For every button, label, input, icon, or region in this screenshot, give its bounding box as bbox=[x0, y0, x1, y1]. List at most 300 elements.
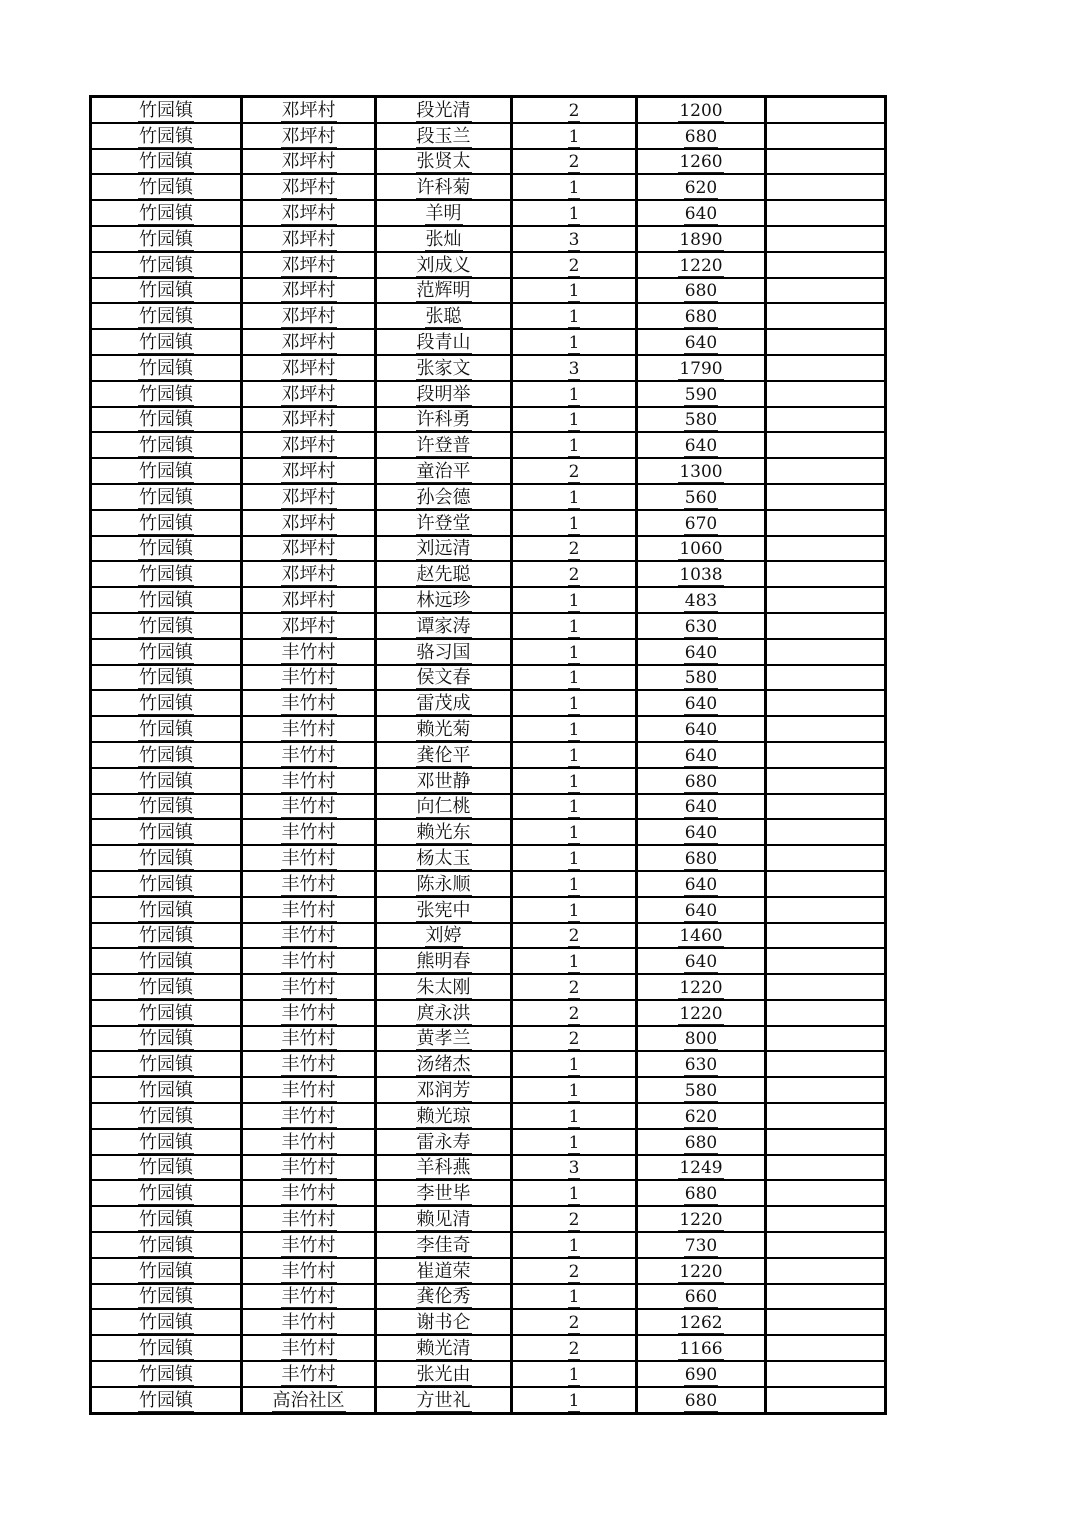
amount-cell bbox=[637, 1387, 766, 1413]
name-cell bbox=[376, 819, 512, 845]
people-count-cell-text: 1 bbox=[568, 126, 580, 147]
note-cell bbox=[766, 768, 886, 794]
name-cell bbox=[376, 1309, 512, 1335]
amount-cell bbox=[637, 226, 766, 252]
village-cell-text: 丰竹村 bbox=[281, 822, 336, 844]
name-cell bbox=[376, 1180, 512, 1206]
name-cell-text: 黄孝兰 bbox=[416, 1028, 471, 1050]
name-cell bbox=[376, 1103, 512, 1129]
name-cell bbox=[376, 742, 512, 768]
people-count-cell bbox=[512, 1232, 637, 1258]
village-cell bbox=[242, 1206, 376, 1232]
name-cell-text: 赖光东 bbox=[416, 822, 471, 844]
people-count-cell bbox=[512, 897, 637, 923]
people-count-cell bbox=[512, 484, 637, 510]
village-cell-text: 邓坪村 bbox=[281, 435, 336, 457]
people-count-cell bbox=[512, 536, 637, 562]
town-cell bbox=[91, 974, 242, 1000]
note-cell bbox=[766, 665, 886, 691]
town-cell bbox=[91, 1026, 242, 1052]
people-count-cell bbox=[512, 613, 637, 639]
village-cell-text: 丰竹村 bbox=[281, 770, 336, 792]
people-count-cell bbox=[512, 329, 637, 355]
people-count-cell-text: 1 bbox=[568, 1235, 580, 1256]
table-row bbox=[91, 639, 886, 665]
amount-cell-text: 483 bbox=[684, 590, 718, 611]
amount-cell-text: 640 bbox=[684, 642, 718, 663]
amount-cell bbox=[637, 871, 766, 897]
note-cell bbox=[766, 278, 886, 304]
town-cell-text: 竹园镇 bbox=[139, 1209, 193, 1231]
village-cell bbox=[242, 407, 376, 433]
village-cell bbox=[242, 123, 376, 149]
people-count-cell bbox=[512, 819, 637, 845]
people-count-cell-text: 1 bbox=[568, 694, 580, 715]
village-cell-text: 邓坪村 bbox=[281, 589, 336, 611]
town-cell bbox=[91, 1155, 242, 1181]
name-cell-text: 段青山 bbox=[416, 331, 471, 353]
name-cell bbox=[376, 1077, 512, 1103]
amount-cell-text: 680 bbox=[684, 307, 718, 328]
town-cell-text: 竹园镇 bbox=[139, 409, 193, 431]
amount-cell bbox=[637, 1051, 766, 1077]
note-cell bbox=[766, 510, 886, 536]
village-cell-text: 邓坪村 bbox=[281, 564, 336, 586]
village-cell-text: 丰竹村 bbox=[281, 693, 336, 715]
amount-cell-text: 640 bbox=[684, 874, 718, 895]
name-cell bbox=[376, 381, 512, 407]
town-cell-text: 竹园镇 bbox=[139, 667, 193, 689]
people-count-cell bbox=[512, 278, 637, 304]
town-cell-text: 竹园镇 bbox=[139, 538, 193, 560]
name-cell bbox=[376, 123, 512, 149]
people-count-cell bbox=[512, 948, 637, 974]
village-cell bbox=[242, 639, 376, 665]
amount-cell-text: 620 bbox=[684, 1106, 718, 1127]
town-cell-text: 竹园镇 bbox=[139, 1312, 193, 1334]
town-cell bbox=[91, 1232, 242, 1258]
amount-cell bbox=[637, 1361, 766, 1387]
people-count-cell-text: 2 bbox=[568, 1029, 580, 1050]
village-cell-text: 丰竹村 bbox=[281, 1131, 336, 1153]
amount-cell bbox=[637, 381, 766, 407]
town-cell-text: 竹园镇 bbox=[139, 1054, 193, 1076]
amount-cell bbox=[637, 536, 766, 562]
amount-cell bbox=[637, 897, 766, 923]
people-count-cell-text: 2 bbox=[568, 1339, 580, 1360]
town-cell-text: 竹园镇 bbox=[139, 228, 193, 250]
town-cell bbox=[91, 665, 242, 691]
note-cell bbox=[766, 1232, 886, 1258]
village-cell-text: 邓坪村 bbox=[281, 357, 336, 379]
people-count-cell-text: 1 bbox=[568, 1364, 580, 1385]
note-cell bbox=[766, 794, 886, 820]
people-count-cell-text: 2 bbox=[568, 1003, 580, 1024]
people-count-cell bbox=[512, 665, 637, 691]
town-cell-text: 竹园镇 bbox=[139, 1183, 193, 1205]
amount-cell-text: 1300 bbox=[679, 461, 723, 482]
town-cell-text: 竹园镇 bbox=[139, 486, 193, 508]
table-row bbox=[91, 381, 886, 407]
roster-table-body bbox=[91, 97, 886, 1414]
amount-cell-text: 640 bbox=[684, 797, 718, 818]
name-cell bbox=[376, 948, 512, 974]
name-cell-text: 谢书仑 bbox=[416, 1312, 471, 1334]
table-row bbox=[91, 458, 886, 484]
people-count-cell-text: 1 bbox=[568, 1287, 580, 1308]
people-count-cell bbox=[512, 1206, 637, 1232]
town-cell-text: 竹园镇 bbox=[139, 177, 193, 199]
village-cell bbox=[242, 923, 376, 949]
village-cell bbox=[242, 484, 376, 510]
amount-cell-text: 1220 bbox=[679, 977, 723, 998]
name-cell bbox=[376, 1026, 512, 1052]
village-cell-text: 丰竹村 bbox=[281, 1363, 336, 1385]
village-cell bbox=[242, 845, 376, 871]
village-cell bbox=[242, 716, 376, 742]
town-cell-text: 竹园镇 bbox=[139, 280, 193, 302]
name-cell bbox=[376, 1284, 512, 1310]
table-row bbox=[91, 1335, 886, 1361]
village-cell-text: 邓坪村 bbox=[281, 331, 336, 353]
name-cell-text: 方世礼 bbox=[416, 1389, 471, 1411]
people-count-cell-text: 1 bbox=[568, 823, 580, 844]
village-cell-text: 丰竹村 bbox=[281, 1157, 336, 1179]
town-cell bbox=[91, 458, 242, 484]
town-cell-text: 竹园镇 bbox=[139, 951, 193, 973]
people-count-cell bbox=[512, 794, 637, 820]
amount-cell bbox=[637, 1309, 766, 1335]
amount-cell-text: 1038 bbox=[679, 565, 723, 586]
village-cell-text: 邓坪村 bbox=[281, 460, 336, 482]
people-count-cell-text: 1 bbox=[568, 436, 580, 457]
village-cell bbox=[242, 1309, 376, 1335]
town-cell bbox=[91, 536, 242, 562]
amount-cell-text: 640 bbox=[684, 436, 718, 457]
people-count-cell bbox=[512, 690, 637, 716]
note-cell bbox=[766, 1361, 886, 1387]
town-cell bbox=[91, 1129, 242, 1155]
name-cell-text: 张聪 bbox=[425, 306, 462, 328]
people-count-cell-text: 1 bbox=[568, 178, 580, 199]
amount-cell bbox=[637, 1077, 766, 1103]
name-cell-text: 张贤太 bbox=[416, 151, 471, 173]
village-cell-text: 丰竹村 bbox=[281, 1183, 336, 1205]
town-cell-text: 竹园镇 bbox=[139, 564, 193, 586]
name-cell-text: 赖光清 bbox=[416, 1338, 471, 1360]
name-cell-text: 张光由 bbox=[416, 1363, 471, 1385]
name-cell-text: 许登堂 bbox=[416, 512, 471, 534]
people-count-cell bbox=[512, 1077, 637, 1103]
people-count-cell bbox=[512, 226, 637, 252]
name-cell bbox=[376, 510, 512, 536]
note-cell bbox=[766, 355, 886, 381]
name-cell bbox=[376, 174, 512, 200]
amount-cell-text: 630 bbox=[684, 1055, 718, 1076]
table-row bbox=[91, 484, 886, 510]
amount-cell-text: 640 bbox=[684, 952, 718, 973]
amount-cell-text: 680 bbox=[684, 1132, 718, 1153]
town-cell-text: 竹园镇 bbox=[139, 641, 193, 663]
note-cell bbox=[766, 742, 886, 768]
village-cell bbox=[242, 1026, 376, 1052]
note-cell bbox=[766, 871, 886, 897]
village-cell-text: 邓坪村 bbox=[281, 512, 336, 534]
people-count-cell-text: 1 bbox=[568, 1132, 580, 1153]
village-cell-text: 丰竹村 bbox=[281, 976, 336, 998]
village-cell bbox=[242, 1077, 376, 1103]
village-cell-text: 丰竹村 bbox=[281, 925, 336, 947]
people-count-cell-text: 1 bbox=[568, 952, 580, 973]
table-row bbox=[91, 1129, 886, 1155]
note-cell bbox=[766, 252, 886, 278]
town-cell-text: 竹园镇 bbox=[139, 1338, 193, 1360]
village-cell bbox=[242, 458, 376, 484]
table-row bbox=[91, 1026, 886, 1052]
note-cell bbox=[766, 690, 886, 716]
village-cell bbox=[242, 1335, 376, 1361]
town-cell bbox=[91, 948, 242, 974]
amount-cell bbox=[637, 613, 766, 639]
village-cell bbox=[242, 1155, 376, 1181]
table-row bbox=[91, 1361, 886, 1387]
amount-cell bbox=[637, 1232, 766, 1258]
people-count-cell bbox=[512, 1284, 637, 1310]
people-count-cell-text: 1 bbox=[568, 797, 580, 818]
people-count-cell-text: 1 bbox=[568, 642, 580, 663]
note-cell bbox=[766, 1309, 886, 1335]
table-row bbox=[91, 897, 886, 923]
amount-cell-text: 690 bbox=[684, 1364, 718, 1385]
town-cell-text: 竹园镇 bbox=[139, 331, 193, 353]
name-cell bbox=[376, 355, 512, 381]
table-row bbox=[91, 329, 886, 355]
town-cell bbox=[91, 174, 242, 200]
village-cell bbox=[242, 536, 376, 562]
amount-cell bbox=[637, 974, 766, 1000]
people-count-cell bbox=[512, 587, 637, 613]
name-cell bbox=[376, 329, 512, 355]
amount-cell bbox=[637, 1335, 766, 1361]
name-cell bbox=[376, 1387, 512, 1413]
people-count-cell bbox=[512, 871, 637, 897]
table-row bbox=[91, 742, 886, 768]
town-cell bbox=[91, 355, 242, 381]
village-cell bbox=[242, 226, 376, 252]
town-cell bbox=[91, 381, 242, 407]
name-cell bbox=[376, 690, 512, 716]
town-cell-text: 竹园镇 bbox=[139, 151, 193, 173]
name-cell-text: 赖见清 bbox=[416, 1209, 471, 1231]
town-cell-text: 竹园镇 bbox=[139, 1105, 193, 1127]
name-cell bbox=[376, 794, 512, 820]
amount-cell bbox=[637, 174, 766, 200]
town-cell bbox=[91, 200, 242, 226]
village-cell bbox=[242, 768, 376, 794]
amount-cell bbox=[637, 97, 766, 123]
people-count-cell-text: 2 bbox=[568, 977, 580, 998]
village-cell bbox=[242, 742, 376, 768]
amount-cell-text: 620 bbox=[684, 178, 718, 199]
note-cell bbox=[766, 1335, 886, 1361]
village-cell-text: 丰竹村 bbox=[281, 641, 336, 663]
name-cell bbox=[376, 1155, 512, 1181]
town-cell bbox=[91, 613, 242, 639]
table-row bbox=[91, 716, 886, 742]
amount-cell-text: 660 bbox=[684, 1287, 718, 1308]
table-row bbox=[91, 123, 886, 149]
table-row bbox=[91, 407, 886, 433]
town-cell-text: 竹园镇 bbox=[139, 1080, 193, 1102]
amount-cell bbox=[637, 510, 766, 536]
table-row bbox=[91, 561, 886, 587]
village-cell bbox=[242, 1284, 376, 1310]
people-count-cell bbox=[512, 974, 637, 1000]
village-cell bbox=[242, 1180, 376, 1206]
people-count-cell-text: 2 bbox=[568, 255, 580, 276]
name-cell-text: 张家文 bbox=[416, 357, 471, 379]
town-cell bbox=[91, 1077, 242, 1103]
amount-cell bbox=[637, 303, 766, 329]
village-cell bbox=[242, 613, 376, 639]
name-cell-text: 段明举 bbox=[416, 383, 471, 405]
amount-cell-text: 640 bbox=[684, 823, 718, 844]
amount-cell-text: 640 bbox=[684, 719, 718, 740]
name-cell bbox=[376, 252, 512, 278]
people-count-cell-text: 1 bbox=[568, 410, 580, 431]
table-row bbox=[91, 226, 886, 252]
village-cell bbox=[242, 432, 376, 458]
village-cell bbox=[242, 794, 376, 820]
amount-cell bbox=[637, 587, 766, 613]
village-cell-text: 丰竹村 bbox=[281, 1260, 336, 1282]
name-cell bbox=[376, 716, 512, 742]
amount-cell-text: 680 bbox=[684, 1184, 718, 1205]
amount-cell bbox=[637, 716, 766, 742]
town-cell-text: 竹园镇 bbox=[139, 1028, 193, 1050]
village-cell-text: 丰竹村 bbox=[281, 1054, 336, 1076]
amount-cell bbox=[637, 1155, 766, 1181]
note-cell bbox=[766, 484, 886, 510]
name-cell-text: 刘成义 bbox=[416, 254, 471, 276]
village-cell bbox=[242, 871, 376, 897]
village-cell-text: 丰竹村 bbox=[281, 667, 336, 689]
table-row bbox=[91, 174, 886, 200]
amount-cell-text: 590 bbox=[684, 384, 718, 405]
village-cell bbox=[242, 1387, 376, 1413]
name-cell bbox=[376, 768, 512, 794]
people-count-cell-text: 1 bbox=[568, 900, 580, 921]
people-count-cell-text: 1 bbox=[568, 590, 580, 611]
amount-cell-text: 640 bbox=[684, 745, 718, 766]
people-count-cell-text: 3 bbox=[568, 229, 580, 250]
people-count-cell bbox=[512, 174, 637, 200]
note-cell bbox=[766, 923, 886, 949]
table-row bbox=[91, 278, 886, 304]
table-row bbox=[91, 871, 886, 897]
note-cell bbox=[766, 1284, 886, 1310]
table-row bbox=[91, 923, 886, 949]
table-row bbox=[91, 1284, 886, 1310]
people-count-cell bbox=[512, 510, 637, 536]
table-row bbox=[91, 1206, 886, 1232]
table-row bbox=[91, 97, 886, 123]
note-cell bbox=[766, 845, 886, 871]
amount-cell-text: 1200 bbox=[679, 100, 723, 121]
name-cell-text: 林远珍 bbox=[416, 589, 471, 611]
table-row bbox=[91, 1077, 886, 1103]
village-cell bbox=[242, 1361, 376, 1387]
town-cell bbox=[91, 845, 242, 871]
note-cell bbox=[766, 974, 886, 1000]
table-row bbox=[91, 200, 886, 226]
town-cell-text: 竹园镇 bbox=[139, 615, 193, 637]
town-cell-text: 竹园镇 bbox=[139, 718, 193, 740]
village-cell bbox=[242, 1051, 376, 1077]
amount-cell-text: 1460 bbox=[679, 926, 723, 947]
note-cell bbox=[766, 1387, 886, 1413]
village-cell-text: 邓坪村 bbox=[281, 306, 336, 328]
name-cell-text: 李佳奇 bbox=[416, 1234, 471, 1256]
name-cell-text: 张宪中 bbox=[416, 899, 471, 921]
amount-cell-text: 680 bbox=[684, 281, 718, 302]
name-cell bbox=[376, 536, 512, 562]
note-cell bbox=[766, 1206, 886, 1232]
name-cell-text: 龚伦秀 bbox=[416, 1286, 471, 1308]
name-cell-text: 羊科燕 bbox=[416, 1157, 471, 1179]
people-count-cell bbox=[512, 1129, 637, 1155]
name-cell-text: 段玉兰 bbox=[416, 125, 471, 147]
name-cell bbox=[376, 278, 512, 304]
name-cell-text: 邓润芳 bbox=[416, 1080, 471, 1102]
amount-cell bbox=[637, 1000, 766, 1026]
village-cell-text: 邓坪村 bbox=[281, 202, 336, 224]
table-row bbox=[91, 1232, 886, 1258]
people-count-cell bbox=[512, 1180, 637, 1206]
town-cell-text: 竹园镇 bbox=[139, 460, 193, 482]
town-cell bbox=[91, 690, 242, 716]
village-cell-text: 丰竹村 bbox=[281, 1312, 336, 1334]
name-cell-text: 羊明 bbox=[425, 202, 462, 224]
name-cell bbox=[376, 226, 512, 252]
village-cell-text: 丰竹村 bbox=[281, 1338, 336, 1360]
village-cell-text: 邓坪村 bbox=[281, 538, 336, 560]
table-row bbox=[91, 974, 886, 1000]
people-count-cell-text: 1 bbox=[568, 1081, 580, 1102]
amount-cell bbox=[637, 1206, 766, 1232]
table-row bbox=[91, 1155, 886, 1181]
amount-cell-text: 680 bbox=[684, 771, 718, 792]
town-cell-text: 竹园镇 bbox=[139, 357, 193, 379]
people-count-cell bbox=[512, 458, 637, 484]
name-cell-text: 骆习国 bbox=[416, 641, 471, 663]
town-cell bbox=[91, 819, 242, 845]
amount-cell bbox=[637, 458, 766, 484]
village-cell bbox=[242, 200, 376, 226]
village-cell bbox=[242, 149, 376, 175]
town-cell bbox=[91, 871, 242, 897]
village-cell bbox=[242, 974, 376, 1000]
note-cell bbox=[766, 587, 886, 613]
amount-cell-text: 680 bbox=[684, 848, 718, 869]
name-cell bbox=[376, 845, 512, 871]
town-cell bbox=[91, 561, 242, 587]
table-row bbox=[91, 613, 886, 639]
amount-cell bbox=[637, 123, 766, 149]
name-cell-text: 童治平 bbox=[416, 460, 471, 482]
note-cell bbox=[766, 1129, 886, 1155]
table-row bbox=[91, 149, 886, 175]
